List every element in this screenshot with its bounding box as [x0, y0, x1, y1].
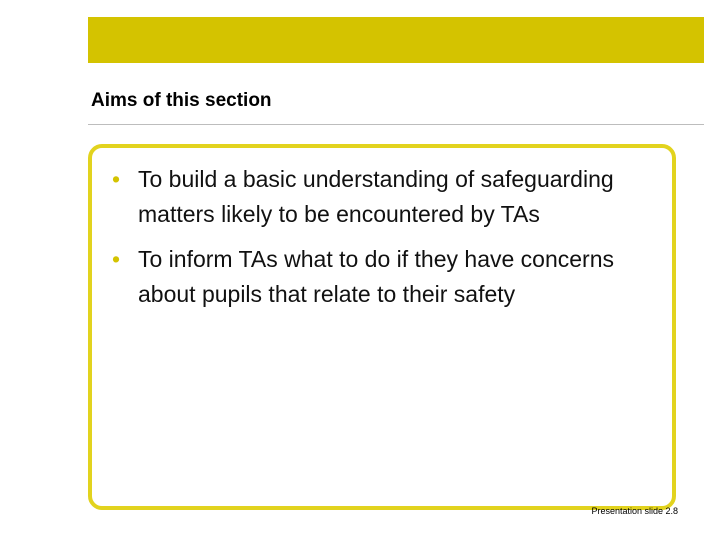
bullet-item	[112, 242, 652, 312]
bullet-text: To build a basic understanding of safeguarding matters likely to be encountered by TAs	[138, 166, 614, 227]
bullet-text: To inform TAs what to do if they have concerns about pupils that relate to their safety	[138, 246, 614, 307]
slide-number-label: Presentation slide 2.8	[591, 506, 678, 516]
bullet-list	[112, 162, 652, 322]
slide-title: Aims of this section	[91, 90, 272, 111]
bullet-icon: •	[112, 166, 121, 192]
title-divider	[88, 124, 704, 125]
bullet-item	[112, 162, 652, 232]
header-accent-band	[88, 17, 704, 63]
bullet-icon: •	[112, 246, 121, 272]
